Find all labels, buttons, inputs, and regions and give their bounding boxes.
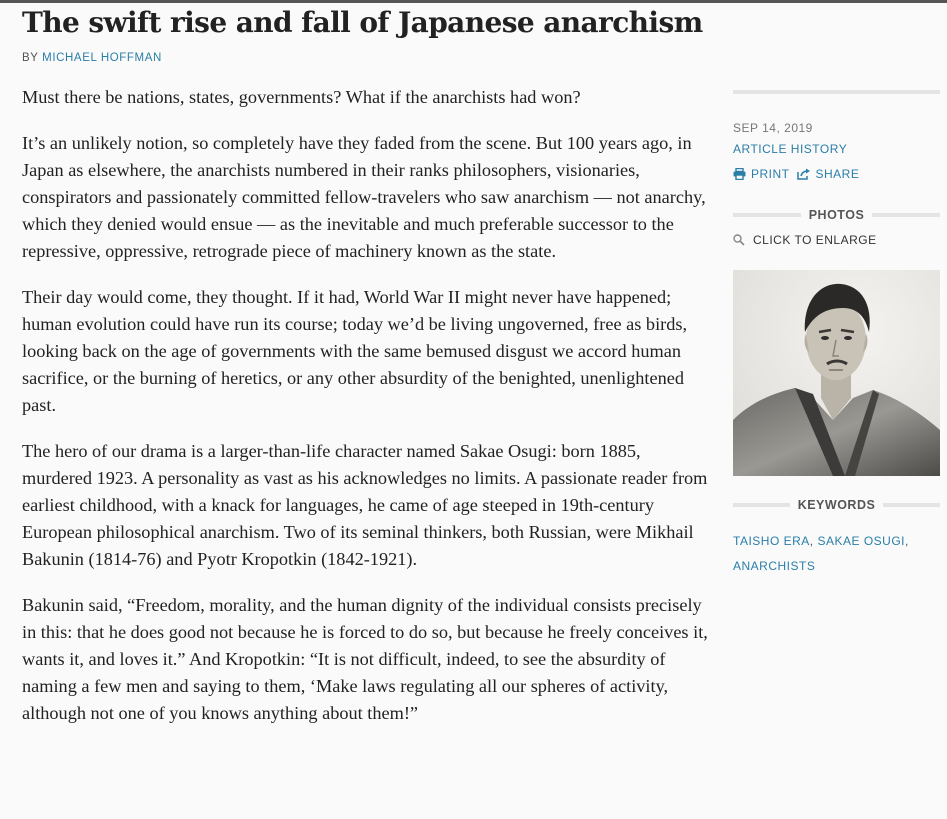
keyword-link[interactable]: SAKAE OSUGI — [817, 534, 906, 548]
print-button[interactable] — [733, 167, 790, 181]
paragraph: It’s an unlikely notion, so completely have they faded from the scene. But 100 years ago, in Japan as elsewhere, the anarchists numbered in their ranks philosophers, visionaries, conspirators and passionately committed fellow-travelers who saw anarchism — not anarchy, which they denied would ensue — as the inevitable and much preferable successor to the repressive, oppressive, retrograde piece of machinery known as the state. — [22, 133, 706, 261]
top-rule — [0, 0, 947, 3]
article-actions — [733, 167, 866, 181]
printer-icon — [733, 168, 746, 180]
magnifier-icon — [733, 234, 745, 246]
keyword-link[interactable]: TAISHO ERA — [733, 534, 810, 548]
paragraph: Must there be nations, states, governments? What if the anarchists had won? — [22, 87, 581, 107]
keywords-heading-label: KEYWORDS — [797, 498, 876, 512]
article-photo[interactable] — [733, 270, 940, 476]
print-label: PRINT — [751, 167, 790, 181]
byline — [22, 52, 162, 64]
click-to-enlarge-label: CLICK TO ENLARGE — [753, 233, 877, 247]
article-title: The swift rise and fall of Japanese anarchism — [22, 6, 703, 39]
photos-heading-label: PHOTOS — [808, 208, 865, 222]
divider — [883, 503, 940, 507]
click-to-enlarge[interactable] — [733, 233, 877, 247]
byline-prefix: BY — [22, 52, 43, 64]
divider — [733, 213, 801, 217]
share-label: SHARE — [815, 167, 860, 181]
paragraph: Bakunin said, “Freedom, morality, and the human dignity of the individual consists precisely in this: that he does good not because he is forced to do so, but because he freely conceives it, wants it, and loves it.” And Kropotkin: “It is not difficult, indeed, to see the absurdity of naming a few men and saying to them, ‘Make laws regulating all our spheres of activity, although not one of you knows anything about them!” — [22, 595, 708, 723]
keyword-link[interactable]: ANARCHISTS — [733, 559, 816, 573]
article-body — [22, 84, 712, 746]
keyword-separator: , — [905, 534, 909, 548]
share-icon — [797, 168, 811, 180]
publish-date: SEP 14, 2019 — [733, 121, 813, 135]
paragraph: Their day would come, they thought. If it had, World War II might never have happened; human evolution could have run its course; today we’d be living ungoverned, free as birds, looking back on the age of governments with the same bemused disgust we accord human sacrifice, or the burning of heretics, or any other absurdity of the benighted, unenlightened past. — [22, 287, 688, 415]
paragraph: The hero of our drama is a larger-than-life character named Sakae Osugi: born 1885, murdered 1923. A personality as vast as his acknowledges no limits. A passionate reader from earliest childhood, with a knack for languages, he came of age steeped in 19th-century European philosophical anarchism. Two of its seminal thinkers, both Russian, were Mikhail Bakunin (1814-76) and Pyotr Kropotkin (1842-1921). — [22, 441, 708, 569]
sidebar-top-rule — [733, 90, 940, 94]
sidebar — [733, 90, 940, 573]
divider — [733, 503, 790, 507]
share-button[interactable] — [797, 167, 860, 181]
divider — [872, 213, 940, 217]
author-link[interactable]: MICHAEL HOFFMAN — [42, 52, 162, 64]
keyword-separator: , — [809, 534, 814, 548]
keywords-heading — [733, 498, 940, 512]
portrait-photo — [733, 270, 940, 476]
photos-heading — [733, 208, 940, 222]
article-history-link[interactable]: ARTICLE HISTORY — [733, 142, 848, 156]
keywords-list — [733, 529, 940, 579]
